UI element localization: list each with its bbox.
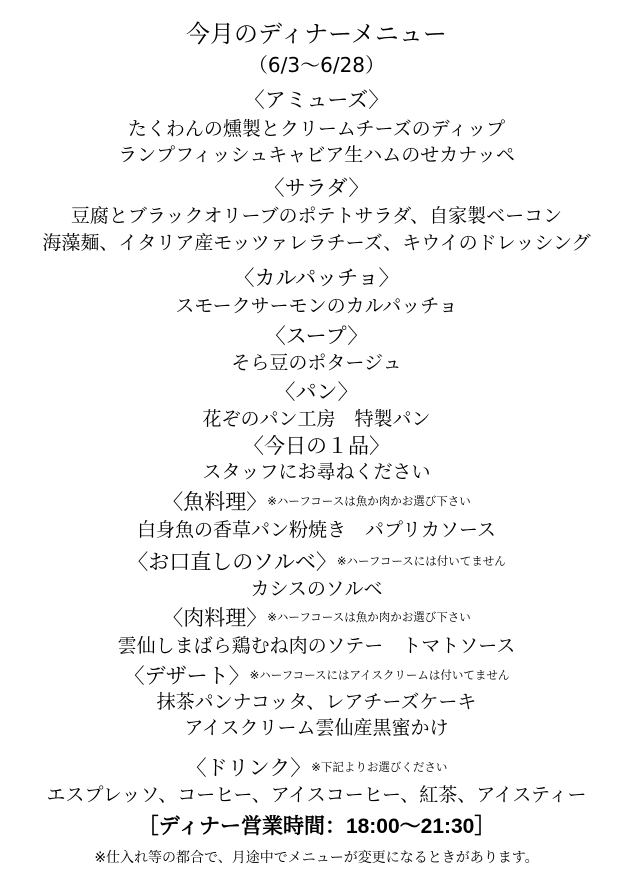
section-heading-drink xyxy=(0,758,633,779)
section-heading-bread-label: 〈パン〉 xyxy=(274,380,359,404)
menu-item: そら豆のポタージュ xyxy=(231,352,402,374)
section-note: ※ハーフコースは魚か肉かお選び下さい xyxy=(267,610,471,624)
menu-item: 白身魚の香草パン粉焼き パプリカソース xyxy=(136,519,497,541)
menu-title: 今月のディナーメニュー xyxy=(186,20,447,48)
section-heading-carpaccio-label: 〈カルパッチョ〉 xyxy=(233,266,400,290)
menu-item: アイスクリーム雲仙産黒蜜かけ xyxy=(184,717,449,739)
section-heading-todays-dish xyxy=(0,436,633,457)
section-heading-meat-label: 〈肉料理〉 xyxy=(162,606,268,630)
section-heading-dessert-label: 〈デザート〉 xyxy=(123,664,250,688)
section-heading-soup xyxy=(0,326,633,347)
section-note: ※ハーフコースには付いてません xyxy=(336,554,506,568)
section-heading-fish xyxy=(0,492,633,513)
section-heading-carpaccio xyxy=(0,268,633,289)
section-heading-fish-label: 〈魚料理〉 xyxy=(162,490,268,514)
menu-item: 雲仙しまばら鶏むね肉のソテー トマトソース xyxy=(117,635,516,657)
section-heading-amuse-label: 〈アミューズ〉 xyxy=(243,88,390,112)
menu-item: 海藻麺、イタリア産モッツァレラチーズ、キウイのドレッシング xyxy=(42,232,591,254)
section-heading-salad xyxy=(0,178,633,199)
section-heading-salad-label: 〈サラダ〉 xyxy=(263,176,370,200)
section-note: ※ハーフコースは魚か肉かお選び下さい xyxy=(267,494,471,508)
section-note: ※ハーフコースにはアイスクリームは付いてません xyxy=(249,668,510,682)
section-heading-dessert xyxy=(0,666,633,687)
menu-item: スタッフにお尋ねください xyxy=(202,461,431,483)
section-heading-amuse xyxy=(0,90,633,111)
section-heading-bread xyxy=(0,382,633,403)
menu-item: 抹茶パンナコッタ、レアチーズケーキ xyxy=(156,691,477,713)
dinner-hours: ［ディナー営業時間：18:00〜21:30］ xyxy=(137,815,496,838)
menu-item: スモークサーモンのカルパッチョ xyxy=(175,295,458,317)
section-heading-drink-label: 〈ドリンク〉 xyxy=(185,756,312,780)
menu-item: ランプフィッシュキャビア生ハムのせカナッペ xyxy=(118,144,515,166)
menu-item: たくわんの燻製とクリームチーズのディップ xyxy=(127,118,506,140)
section-heading-todays-dish-label: 〈今日の１品〉 xyxy=(243,434,390,458)
menu-item: エスプレッソ、コーヒー、アイスコーヒー、紅茶、アイスティー xyxy=(46,784,587,806)
section-heading-sorbet-label: 〈お口直しのソルベ〉 xyxy=(127,550,337,574)
menu-item: カシスのソルベ xyxy=(250,578,383,600)
footnote: ※仕入れ等の都合で、月途中でメニューが変更になるときがあります。 xyxy=(94,850,539,866)
menu-item: 花ぞのパン工房 特製パン xyxy=(202,408,431,430)
section-heading-meat xyxy=(0,608,633,629)
section-heading-soup-label: 〈スープ〉 xyxy=(264,324,369,348)
menu-item: 豆腐とブラックオリーブのポテトサラダ、自家製ベーコン xyxy=(70,205,563,227)
section-note: ※下記よりお選びください xyxy=(311,760,448,774)
section-heading-sorbet xyxy=(0,552,633,573)
menu-period: （6/3〜6/28） xyxy=(247,53,386,77)
